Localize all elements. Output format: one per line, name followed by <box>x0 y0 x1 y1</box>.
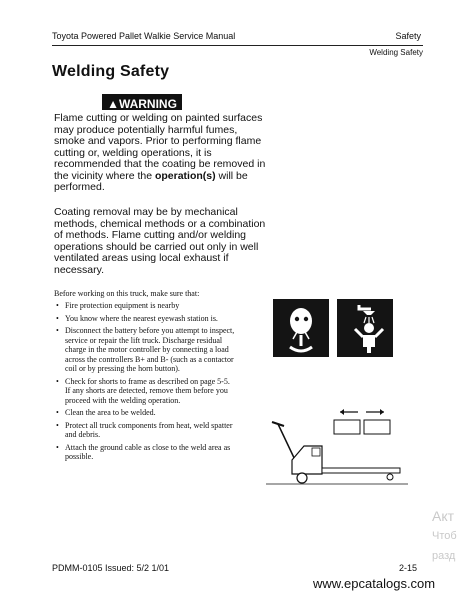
section-title: Safety <box>395 31 421 41</box>
watermark-line-1: Акт <box>432 508 455 524</box>
checklist-intro: Before working on this truck, make sure that: <box>54 289 200 298</box>
page-title: Welding Safety <box>52 63 170 80</box>
website-link[interactable]: www.epcatalogs.com <box>313 576 436 591</box>
header-divider <box>52 45 423 46</box>
page-number: 2-15 <box>399 563 418 573</box>
list-item: • You know where the nearest eyewash station is. <box>56 314 236 324</box>
warning-paragraph-2: Coating removal may be by mechanical methods, chemical methods or a combination of methods. Flame cutting and/or welding operations should be carried out only in well ventilated areas using local exhaust if necessary. <box>54 206 266 276</box>
watermark-line-2: Чтоб <box>432 530 457 542</box>
warning-text-bold: operation(s) <box>154 169 216 182</box>
document-id: PDMM-0105 Issued: 5/2 1/01 <box>52 563 170 573</box>
warning-label: ▲WARNING <box>102 94 182 110</box>
checklist <box>56 301 236 465</box>
safety-shower-icon <box>337 299 393 357</box>
list-item: • Disconnect the battery before you attempt to inspect, service or repair the lift truck. Discharge residual charge in the motor controller by connecting a load across the controllers B+ and B- (such as a contactor coil or by pressing the horn button). <box>56 326 236 374</box>
watermark-line-3: разд <box>432 550 456 562</box>
warning-text-part1: Flame cutting or welding on painted surfaces may produce potentially harmful fumes, smoke and vapors. Prior to performing flame cutting or, welding operations, it is recommended that the coating be removed in the vicinity where the <box>54 112 266 182</box>
pallet-truck-icon <box>262 400 412 492</box>
list-item: • Protect all truck components from heat, weld spatter and debris. <box>56 421 236 440</box>
list-item: • Fire protection equipment is nearby <box>56 301 236 311</box>
list-item: • Clean the area to be welded. <box>56 408 236 418</box>
list-item: • Check for shorts to frame as described on page 5-5. If any shorts are detected, remove them before you proceed with the welding operation. <box>56 377 236 406</box>
warning-paragraph-1 <box>54 113 269 194</box>
warning-text-part2: will be performed. <box>54 169 248 193</box>
manual-title: Toyota Powered Pallet Walkie Service Manual <box>52 31 236 41</box>
eyewash-icon <box>273 299 329 357</box>
subsection-title: Welding Safety <box>369 48 423 57</box>
list-item: • Attach the ground cable as close to the weld area as possible. <box>56 443 236 462</box>
